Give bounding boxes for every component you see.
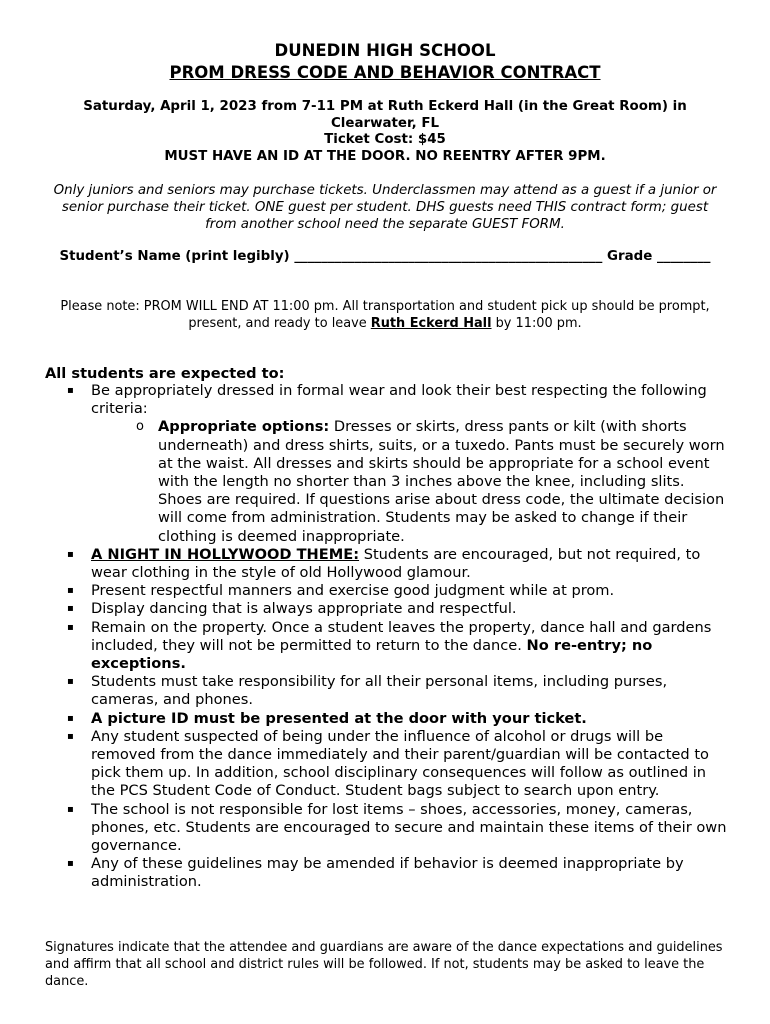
student-name-field: Student’s Name (print legibly) ______________________________________________ Grade ________: [59, 249, 711, 264]
school-name: DUNEDIN HIGH SCHOOL: [274, 41, 496, 60]
list-item-text: Students are encouraged, but not required, to wear clothing in the style of old Hollywood glamour.: [91, 545, 701, 582]
bullet-icon: ▪: [67, 548, 74, 560]
bullet-icon: ▪: [67, 676, 74, 688]
expectations-heading: All students are expected to:: [45, 365, 285, 382]
bullet-icon: ▪: [67, 712, 74, 724]
list-item-text: Any student suspected of being under the influence of alcohol or drugs will be removed from the dance immediately and their parent/guardian will be contacted to pick them up. In addition, school disciplinary consequences will follow as outlined in the PCS Student Code of Conduct. Student bags subject to search upon entry.: [91, 727, 709, 800]
bullet-icon: ▪: [67, 858, 74, 870]
eligibility-note: Only juniors and seniors may purchase tickets. Underclassmen may attend as a guest if a junior or senior purchase their ticket. ONE guest per student. DHS guests need THIS contract form; guest from another school need the separate GUEST FORM.: [53, 183, 717, 232]
list-item: [67, 673, 727, 709]
list-item: [67, 619, 727, 674]
sub-bullet-icon: o: [136, 419, 144, 435]
please-note-text: Please note: PROM WILL END AT 11:00 pm. All transportation and student pick up should be prompt, present, and ready to leave: [60, 299, 710, 331]
signatures-note: Signatures indicate that the attendee and guardians are aware of the dance expectations and guidelines and affirm that all school and district rules will be followed. If not, students may be asked to leave the dance.: [45, 940, 723, 989]
expectations-list: [67, 382, 727, 892]
please-note: [60, 298, 710, 332]
bullet-icon: ▪: [67, 385, 74, 396]
list-item-text: Remain on the property. Once a student leaves the property, dance hall and gardens included, they will not be permitted to return to the dance.: [91, 618, 712, 654]
list-item-text: Be appropriately dressed in formal wear and look their best respecting the following criteria:: [91, 382, 707, 418]
list-item-text: Dresses or skirts, dress pants or kilt (with shorts underneath) and dress shirts, suits, or a tuxedo. Pants must be securely worn at the waist. All dresses and skirts should be appropriate for a school event with the length no shorter than 3 inches above the knee, including slits. Shoes are required. If questions arise about dress code, the ultimate decision will come from administration. Students may be asked to change if their clothing is deemed inappropriate.: [158, 418, 725, 545]
list-item: [67, 855, 727, 891]
venue-name: Ruth Eckerd Hall: [370, 316, 492, 331]
bullet-icon: ▪: [67, 621, 74, 633]
event-details: Saturday, April 1, 2023 from 7-11 PM at Ruth Eckerd Hall (in the Great Room) in Clearwater, FL: [83, 99, 687, 131]
list-item: [67, 710, 727, 728]
list-item-lead: Appropriate options:: [158, 418, 330, 436]
ticket-cost: Ticket Cost: $45: [324, 132, 446, 148]
bullet-icon: ▪: [67, 585, 74, 597]
list-item-text: The school is not responsible for lost items – shoes, accessories, money, cameras, phones, etc. Students are encouraged to secure and maintain these items of their own governance.: [91, 800, 727, 855]
bullet-icon: ▪: [67, 803, 74, 815]
list-item-text: Present respectful manners and exercise good judgment while at prom.: [91, 582, 615, 600]
list-item: [67, 382, 727, 546]
list-item: [67, 728, 727, 801]
sub-list: [91, 418, 727, 545]
list-item-text: Students must take responsibility for all their personal items, including purses, cameras, and phones.: [91, 673, 668, 709]
list-item: [67, 801, 727, 856]
id-requirement: MUST HAVE AN ID AT THE DOOR. NO REENTRY AFTER 9PM.: [164, 148, 606, 164]
list-item-emphasis: No re-entry; no exceptions.: [91, 636, 653, 673]
list-item: [67, 600, 727, 618]
event-block: [60, 99, 710, 165]
page-title: PROM DRESS CODE AND BEHAVIOR CONTRACT: [169, 63, 601, 82]
list-item: [67, 546, 727, 582]
list-item: [67, 582, 727, 600]
sub-list-item: [91, 418, 727, 545]
list-item-text: Display dancing that is always appropriate and respectful.: [91, 600, 517, 618]
list-item-lead: A NIGHT IN HOLLYWOOD THEME:: [91, 545, 360, 563]
list-item-text: Any of these guidelines may be amended if behavior is deemed inappropriate by administration.: [91, 855, 684, 891]
please-note-tail: by 11:00 pm.: [491, 316, 582, 331]
bullet-icon: ▪: [67, 603, 74, 615]
list-item-text: A picture ID must be presented at the door with your ticket.: [91, 709, 587, 727]
bullet-icon: ▪: [67, 730, 74, 742]
